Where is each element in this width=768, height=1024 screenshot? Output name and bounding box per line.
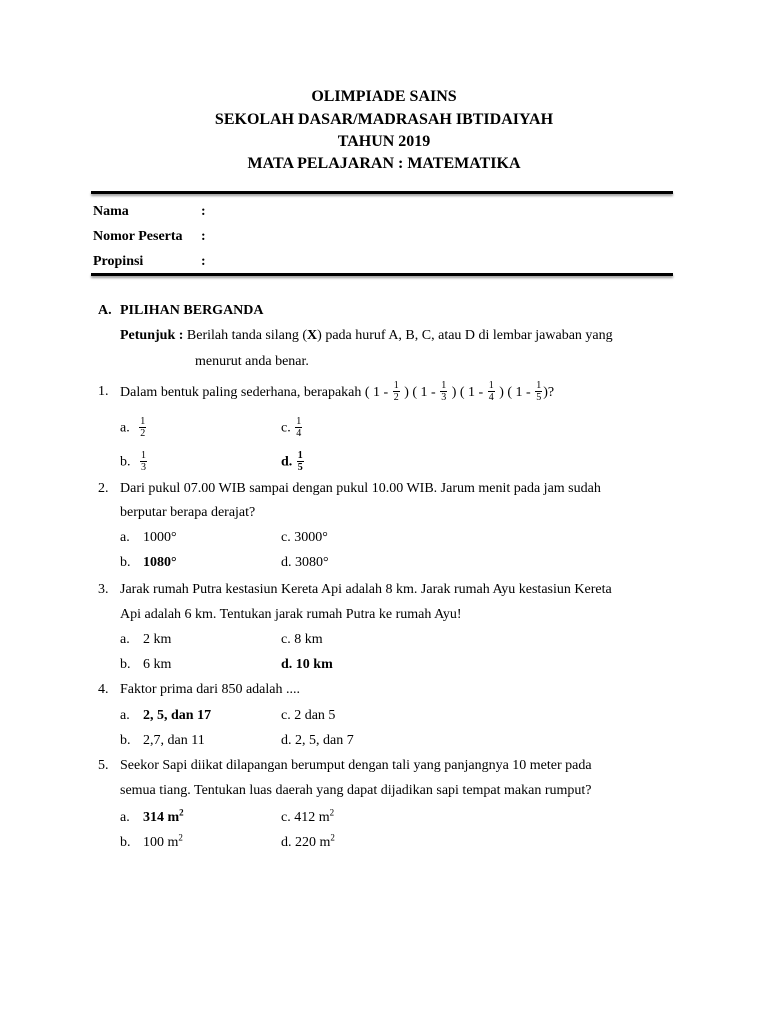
propinsi-colon: : (201, 254, 206, 269)
q2-option-d: d. 3080° (281, 555, 329, 570)
instruction-text-post: ) pada huruf A, B, C, atau D di lembar jawaban yang (317, 328, 613, 343)
q1-number: 1. (98, 384, 109, 399)
q1-option-b: b. $\frac{1}{3}$ (120, 450, 146, 473)
q2-line-1: Dari pukul 07.00 WIB sampai dengan pukul 10.00 WIB. Jarum menit pada jam sudah (120, 481, 601, 496)
q1-option-a-fraction: $\frac{1}{2}$ (140, 416, 146, 439)
q2-line-2: berputar berapa derajat? (120, 505, 256, 520)
q3-number: 3. (98, 582, 109, 597)
q3-option-a: 2 km (143, 632, 172, 647)
q3-option-c: c. 8 km (281, 632, 323, 647)
q1-option-d-fraction: $\frac{1}{5}$ (297, 450, 303, 473)
nama-colon: : (201, 204, 206, 219)
q5-number: 5. (98, 758, 109, 773)
q5-option-a-letter: a. (120, 810, 130, 825)
q3-option-b-letter: b. (120, 657, 131, 672)
q1-fraction-fifth: $\frac{1}{5}$ (536, 380, 542, 404)
q4-option-d: d. 2, 5, dan 7 (281, 733, 354, 748)
title-line-3: TAHUN 2019 (337, 133, 431, 150)
instruction-line-1 (120, 328, 613, 344)
q5-line-2: semua tiang. Tentukan luas daerah yang dapat dijadikan sapi tempat makan rumput? (120, 783, 592, 798)
q2-number: 2. (98, 481, 109, 496)
section-letter: A. (98, 303, 112, 318)
q5-option-a-correct: 314 $m^2$ (143, 807, 184, 825)
header-top-rule (91, 191, 673, 194)
q4-option-a-letter: a. (120, 708, 130, 723)
instruction-text-pre: Berilah tanda silang ( (186, 328, 308, 343)
q1-option-c-fraction: $\frac{1}{4}$ (296, 416, 302, 439)
q3-line-1: Jarak rumah Putra kestasiun Kereta Api adalah 8 km. Jarak rumah Ayu kestasiun Kereta (120, 582, 612, 597)
section-title: PILIHAN BERGANDA (120, 303, 264, 318)
q5-option-d: d. 220 $m^2$ (281, 832, 335, 850)
q2-option-a-letter: a. (120, 530, 130, 545)
q1-fraction-third: $\frac{1}{3}$ (441, 380, 447, 404)
nomor-peserta-colon: : (201, 229, 206, 244)
nama-label: Nama (93, 204, 129, 219)
title-line-1: OLIMPIADE SAINS (311, 88, 457, 105)
q4-option-c: c. 2 dan 5 (281, 708, 336, 723)
q1-option-b-fraction: $\frac{1}{3}$ (141, 450, 146, 473)
q2-option-a: 1000° (143, 530, 177, 545)
q1-fraction-quarter: $\frac{1}{4}$ (488, 380, 494, 404)
title-line-2: SEKOLAH DASAR/MADRASAH IBTIDAIYAH (214, 111, 554, 128)
instruction-label: Petunjuk : (120, 328, 184, 343)
q1-option-a: a. $\frac{1}{2}$ (120, 416, 146, 439)
header-bottom-rule (91, 273, 673, 276)
title-line-4: MATA PELAJARAN : MATEMATIKA (247, 155, 521, 172)
q3-option-a-letter: a. (120, 632, 130, 647)
q5-line-1: Seekor Sapi diikat dilapangan berumput dengan tali yang panjangnya 10 meter pada (120, 758, 592, 773)
instruction-x: X (307, 328, 318, 343)
q4-option-b-letter: b. (120, 733, 131, 748)
q3-line-2: Api adalah 6 km. Tentukan jarak rumah Putra ke rumah Ayu! (120, 607, 462, 622)
q5-option-b: 100 $m^2$ (143, 832, 183, 850)
q1-option-c: c. $\frac{1}{4}$ (281, 416, 302, 439)
q5-option-c: c. 412 $m^2$ (281, 807, 335, 825)
q1-fraction-half: $\frac{1}{2}$ (393, 380, 399, 404)
q4-option-a-correct: 2, 5, dan 17 (143, 708, 212, 723)
propinsi-label: Propinsi (93, 254, 144, 269)
q4-line-1: Faktor prima dari 850 adalah .... (120, 682, 301, 697)
q2-option-b-correct: 1080° (143, 555, 177, 570)
q1-text: Dalam bentuk paling sederhana, berapakah ( 1 - (120, 385, 389, 400)
q3-option-b: 6 km (143, 657, 172, 672)
q5-option-b-letter: b. (120, 835, 131, 850)
q3-option-d-correct: d. 10 km (281, 657, 333, 672)
q2-option-b-letter: b. (120, 555, 131, 570)
instruction-line-2: menurut anda benar. (195, 354, 309, 369)
q1-question: Dalam bentuk paling sederhana, berapakah ( 1 - $\frac{1}{2}$ ) ( 1 - $\frac{1}{3}$ ) ( 1 - $\frac{1}{4}$ ) ( 1 - $\frac{1}{5}$ )? (120, 380, 555, 404)
nomor-peserta-label: Nomor Peserta (93, 229, 183, 244)
q2-option-c: c. 3000° (281, 530, 328, 545)
q1-option-d-correct: d. $\frac{1}{5}$ (281, 450, 303, 473)
q4-option-b: 2,7, dan 11 (143, 733, 205, 748)
q4-number: 4. (98, 682, 109, 697)
